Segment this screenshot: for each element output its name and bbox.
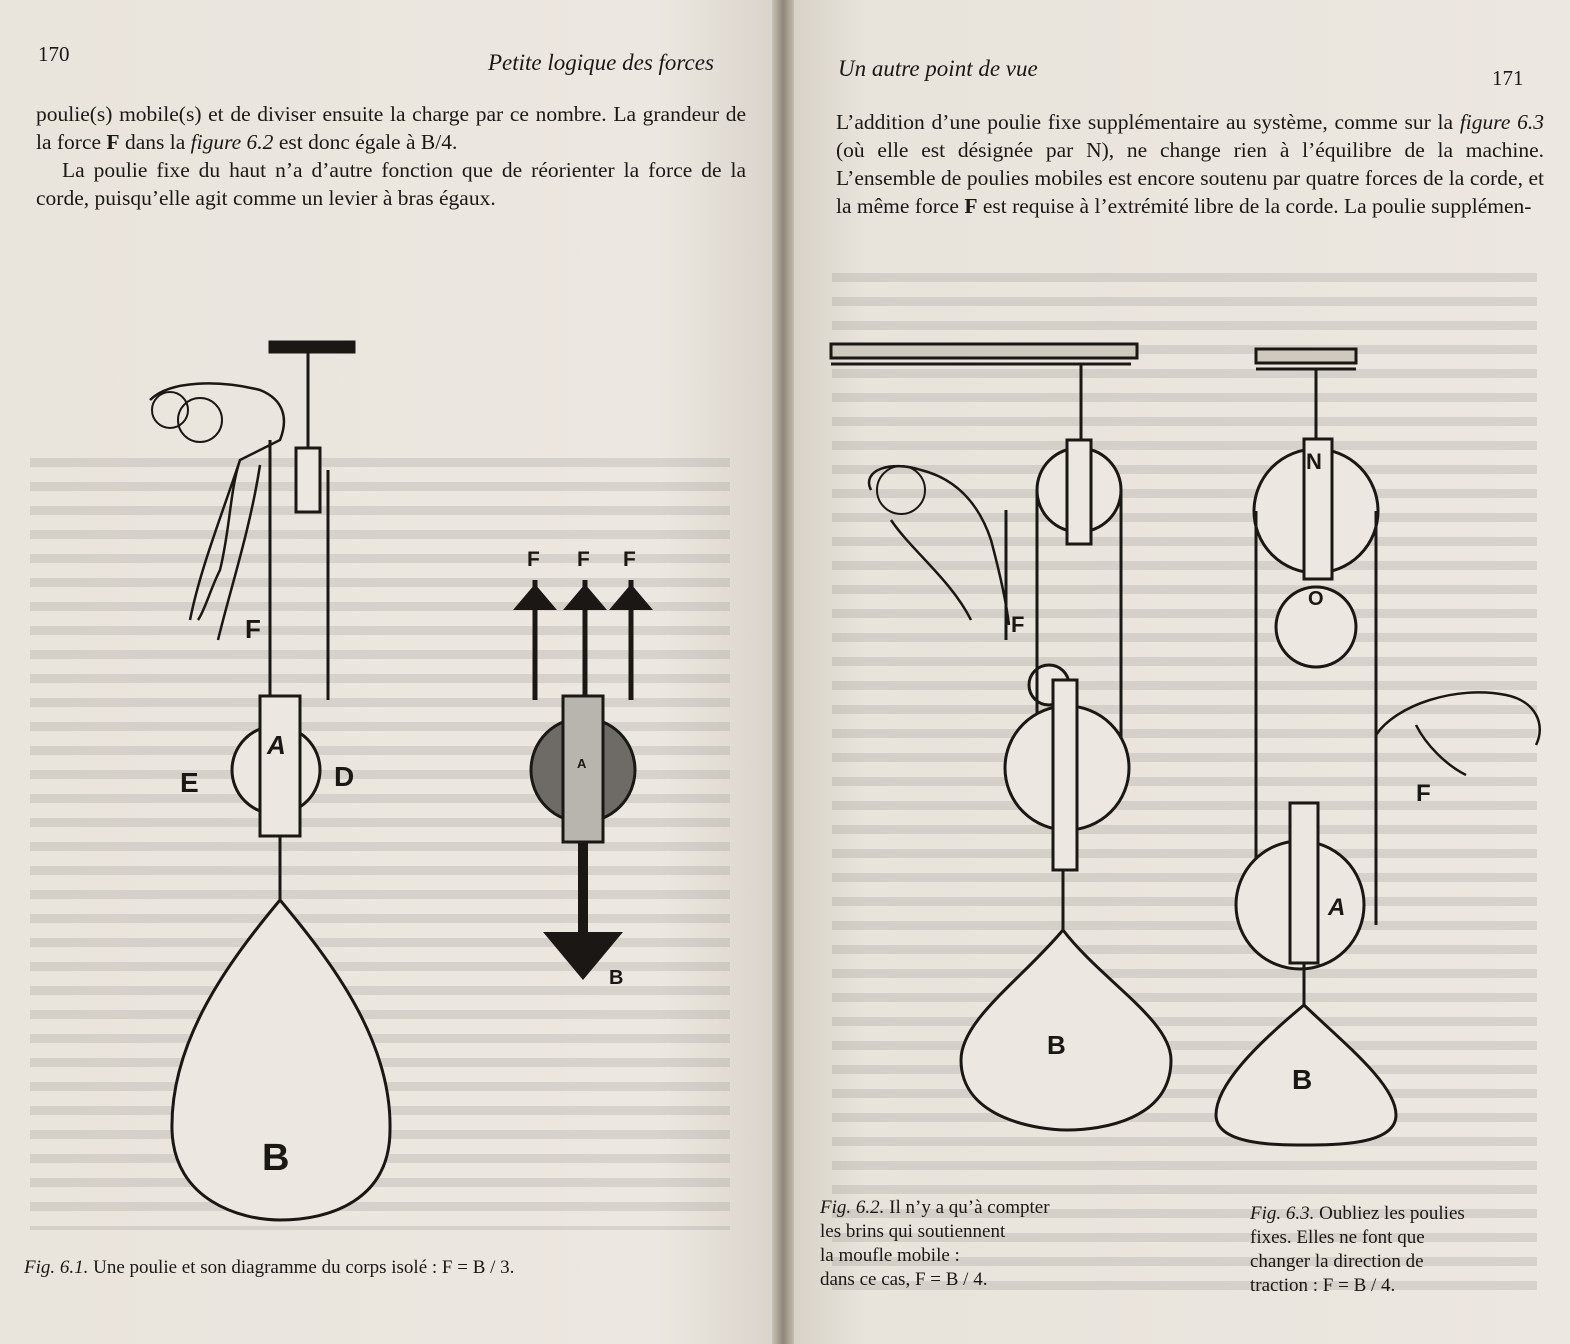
free-body-diagram	[505, 540, 665, 990]
right-page	[786, 0, 1570, 1344]
paragraph-1: poulie(s) mobile(s) et de diviser ensuite la charge par ce nombre. La grandeur de la force F dans la figure 6.2 est donc égale à B/4.	[36, 102, 747, 154]
diagram-label-a: A	[577, 756, 587, 771]
caption-6-3: Fig. 6.3. Oubliez les poulies fixes. Elles ne font que changer la direction de traction : F = B / 4.	[1250, 1203, 1465, 1296]
caption-6-1: Fig. 6.1. Une poulie et son diagramme du corps isolé : F = B / 3.	[24, 1257, 515, 1278]
fig63-label-b: B	[1292, 1064, 1313, 1095]
diagram-label-b: B	[609, 967, 624, 989]
label-f: F	[245, 614, 261, 644]
page-number: 171	[1492, 66, 1524, 90]
page-number: 170	[38, 42, 70, 66]
fig63-label-a: A	[1328, 894, 1346, 921]
fig63-label-o: O	[1308, 588, 1324, 610]
fig62-label-b: B	[1047, 1030, 1066, 1060]
label-d: D	[334, 761, 355, 792]
caption-6-2: Fig. 6.2. Il n’y a qu’à compter les brins qui soutiennent la moufle mobile : dans ce cas, F = B / 4.	[820, 1197, 1050, 1290]
paragraph-2: La poulie fixe du haut n’a d’autre fonction que de réorienter la force de la corde, puisqu’elle agit comme un levier à bras égaux.	[36, 158, 746, 210]
fig63-label-n: N	[1306, 449, 1322, 474]
book-gutter	[772, 0, 794, 1344]
running-head: Petite logique des forces	[488, 50, 714, 75]
figure-6-2-pulleys	[831, 340, 1161, 1140]
body-text	[836, 108, 1544, 220]
paragraph: L’addition d’une poulie fixe supplémentaire au système, comme sur la figure 6.3 (où elle est désignée par N), ne change rien à l’équilibre de la machine. L’ensemble de poulies mobiles est encore soutenu par quatre forces de la corde, et la même force F est requise à l’extrémité libre de la corde. La poulie supplémen-	[836, 110, 1545, 218]
label-a: A	[267, 730, 286, 760]
diagram-label-f1: F	[527, 548, 540, 571]
diagram-label-f2: F	[577, 548, 590, 571]
fig63-label-f: F	[1416, 780, 1431, 807]
fig62-label-f: F	[1011, 612, 1025, 637]
figure-6-1-pulley	[110, 340, 470, 1230]
diagram-label-f3: F	[623, 548, 636, 571]
figure-6-3-pulleys	[1216, 345, 1546, 1145]
left-page	[0, 0, 778, 1344]
label-b: B	[262, 1137, 290, 1179]
label-e: E	[180, 767, 199, 798]
body-text	[36, 100, 746, 212]
running-head: Un autre point de vue	[838, 56, 1038, 81]
